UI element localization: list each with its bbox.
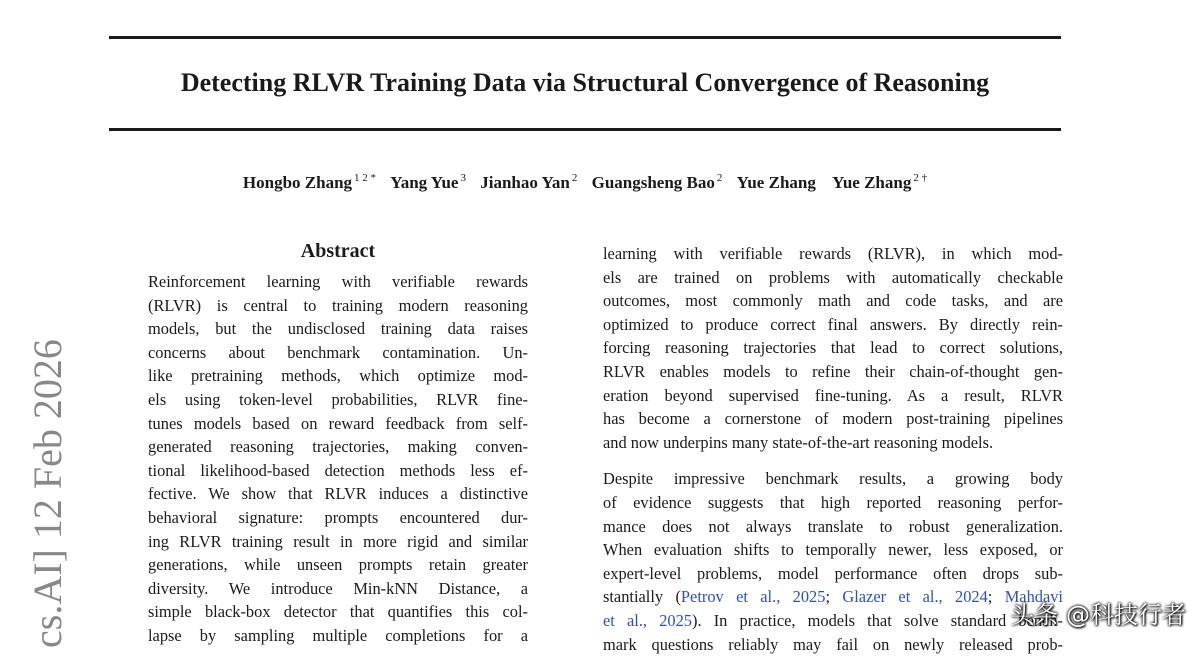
abstract-line: like pretraining methods, which optimize mod- [148,364,528,388]
abstract-body [148,270,528,648]
abstract-line: ing RLVR training result in more rigid and similar [148,530,528,554]
intro-line: learning with verifiable rewards (RLVR), in which mod- [603,242,1063,266]
intro-text: stantially ( [603,587,681,606]
author-affiliation: 1 2 * [354,172,376,184]
author [737,173,818,192]
source-watermark: 头条 @科技行者 [1010,595,1186,630]
intro-line: expert-level problems, model performance often drops sub- [603,562,1063,586]
abstract-heading: Abstract [148,238,528,264]
abstract-line: diversity. We introduce Min-kNN Distance, a [148,577,528,601]
author [832,173,927,192]
intro-line: RLVR enables models to refine their chain-of-thought gen- [603,360,1063,384]
author-name: Yue Zhang [832,173,911,192]
title-rule-top [109,36,1061,39]
author-affiliation: 3 [460,172,466,184]
author [592,173,723,192]
citation-link[interactable]: Glazer et al., 2024 [842,587,987,606]
author-name: Yang Yue [390,173,458,192]
abstract-line: simple black-box detector that quantifies this col- [148,600,528,624]
author-name: Yue Zhang [737,173,816,192]
intro-text: ). In practice, models that solve standard bench- [692,611,1063,630]
abstract-line: concerns about benchmark contamination. Un- [148,341,528,365]
paragraph-gap [603,454,1063,467]
author-list [0,172,1170,193]
title-rule-bottom [109,128,1061,131]
intro-line: and now underpins many state-of-the-art reasoning models. [603,431,1063,455]
abstract-line: lapse by sampling multiple completions for a [148,624,528,648]
author-affiliation: 2 † [913,172,927,184]
intro-line: forcing reasoning trajectories that lead to correct solutions, [603,336,1063,360]
abstract-line: generated reasoning trajectories, making conven- [148,435,528,459]
introduction-body [603,242,1063,656]
intro-line-citations [603,609,1063,633]
author [243,173,376,192]
intro-line: Despite impressive benchmark results, a growing body [603,467,1063,491]
citation-link[interactable]: et al., 2025 [603,611,692,630]
intro-text: ; [825,587,842,606]
intro-line-citations [603,585,1063,609]
abstract-line: fective. We show that RLVR induces a distinctive [148,482,528,506]
author-affiliation: 2 [572,172,578,184]
abstract-line: generations, while unseen prompts retain greater [148,553,528,577]
author-affiliation: 2 [717,172,723,184]
author [390,173,466,192]
intro-line: mark questions reliably may fail on newly released prob- [603,633,1063,656]
abstract-line: els using token-level probabilities, RLVR fine- [148,388,528,412]
intro-line: has become a cornerstone of modern post-training pipelines [603,407,1063,431]
intro-text: ; [988,587,1005,606]
paper-title: Detecting RLVR Training Data via Structural Convergence of Reasoning [109,66,1061,100]
citation-link[interactable]: Mahdavi [1005,587,1063,606]
author-name: Guangsheng Bao [592,173,715,192]
author-name: Jianhao Yan [480,173,570,192]
intro-line: optimized to produce correct final answers. By directly rein- [603,313,1063,337]
author [480,173,577,192]
abstract-line: (RLVR) is central to training modern reasoning [148,294,528,318]
abstract-line: models, but the undisclosed training data raises [148,317,528,341]
intro-line: of evidence suggests that high reported reasoning perfor- [603,491,1063,515]
abstract-line: behavioral signature: prompts encountered dur- [148,506,528,530]
abstract-line: tunes models based on reward feedback from self- [148,412,528,436]
abstract-line: tional likelihood-based detection methods less ef- [148,459,528,483]
author-name: Hongbo Zhang [243,173,352,192]
intro-line: When evaluation shifts to temporally newer, less exposed, or [603,538,1063,562]
arxiv-sidebar-stamp: cs.AI] 12 Feb 2026 [24,339,72,648]
intro-line: outcomes, most commonly math and code tasks, and are [603,289,1063,313]
intro-line: mance does not always translate to robust generalization. [603,515,1063,539]
intro-line: eration beyond supervised fine-tuning. As a result, RLVR [603,384,1063,408]
citation-link[interactable]: Petrov et al., 2025 [681,587,826,606]
abstract-line: Reinforcement learning with verifiable rewards [148,270,528,294]
intro-line: els are trained on problems with automatically checkable [603,266,1063,290]
